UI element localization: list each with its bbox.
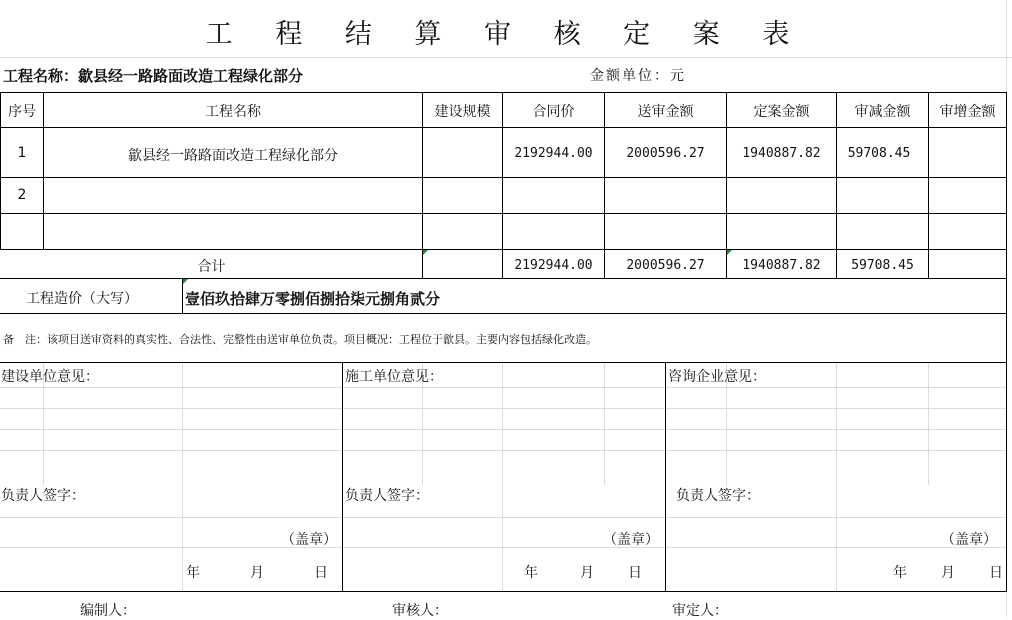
date-day: 日 (314, 565, 328, 581)
row-contract-price: 2192944.00 (514, 146, 593, 161)
project-name-line (3, 65, 303, 86)
amount-unit-value: 元 (670, 68, 686, 84)
col-header-no: 序号 (8, 104, 36, 120)
amount-unit (590, 65, 686, 85)
cell-marker (183, 279, 188, 284)
col-header-approved: 定案金额 (753, 104, 810, 120)
col-header-name: 工程名称 (205, 104, 261, 120)
row-reduced-amount: 59708.45 (847, 146, 911, 161)
signer-label: 负责人签字： (676, 488, 760, 504)
cell-marker (423, 250, 428, 255)
date-year: 年 (186, 565, 200, 581)
date-day: 日 (628, 565, 642, 581)
cost-words-label: 工程造价（大写） (26, 291, 138, 307)
date-month: 月 (250, 565, 264, 581)
signer-label: 负责人签字： (345, 488, 429, 504)
remarks-note: 备 注：该项目送审资料的真实性、合法性、完整性由送审单位负责。项目概况：工程位于歙县。主要内容包括绿化改造。 (3, 333, 597, 346)
opinion-title: 咨询企业意见： (668, 369, 766, 385)
row-submitted-amount: 2000596.27 (626, 146, 705, 161)
date-month: 月 (941, 565, 955, 581)
total-label: 合计 (197, 259, 226, 275)
row-no: 2 (17, 187, 27, 203)
col-header-contract: 合同价 (532, 104, 575, 120)
col-header-scale: 建设规模 (434, 104, 491, 120)
opinion-title: 建设单位意见： (1, 369, 99, 385)
project-name-label: 工程名称： (3, 67, 79, 85)
cost-words-value: 壹佰玖拾肆万零捌佰捌拾柒元捌角贰分 (185, 290, 441, 308)
project-name-value: 歙县经一路路面改造工程绿化部分 (78, 67, 304, 85)
total-contract-price: 2192944.00 (514, 258, 593, 273)
row-no: 1 (17, 145, 27, 161)
approved-by-label: 审定人： (672, 603, 728, 619)
total-submitted-amount: 2000596.27 (626, 258, 705, 273)
col-header-increased: 审增金额 (939, 104, 996, 120)
date-month: 月 (580, 565, 594, 581)
seal-label: （盖章） (941, 532, 997, 548)
total-approved-amount: 1940887.82 (742, 258, 821, 273)
cell-marker (727, 250, 732, 255)
amount-unit-label: 金额单位： (590, 68, 670, 84)
row-approved-amount: 1940887.82 (742, 146, 821, 161)
reviewed-by-label: 审核人： (392, 603, 448, 619)
opinion-title: 施工单位意见： (345, 369, 443, 385)
date-year: 年 (893, 565, 907, 581)
col-header-submitted: 送审金额 (637, 104, 694, 120)
page-title: 工 程 结 算 审 核 定 案 表 (205, 19, 807, 50)
date-year: 年 (524, 565, 538, 581)
seal-label: （盖章） (603, 532, 659, 548)
total-reduced-amount: 59708.45 (851, 258, 914, 273)
col-header-reduced: 审减金额 (854, 104, 911, 120)
row-project-name: 歙县经一路路面改造工程绿化部分 (128, 148, 338, 164)
signer-label: 负责人签字： (1, 488, 85, 504)
seal-label: （盖章） (281, 532, 337, 548)
date-day: 日 (989, 565, 1003, 581)
prepared-by-label: 编制人： (80, 603, 136, 619)
